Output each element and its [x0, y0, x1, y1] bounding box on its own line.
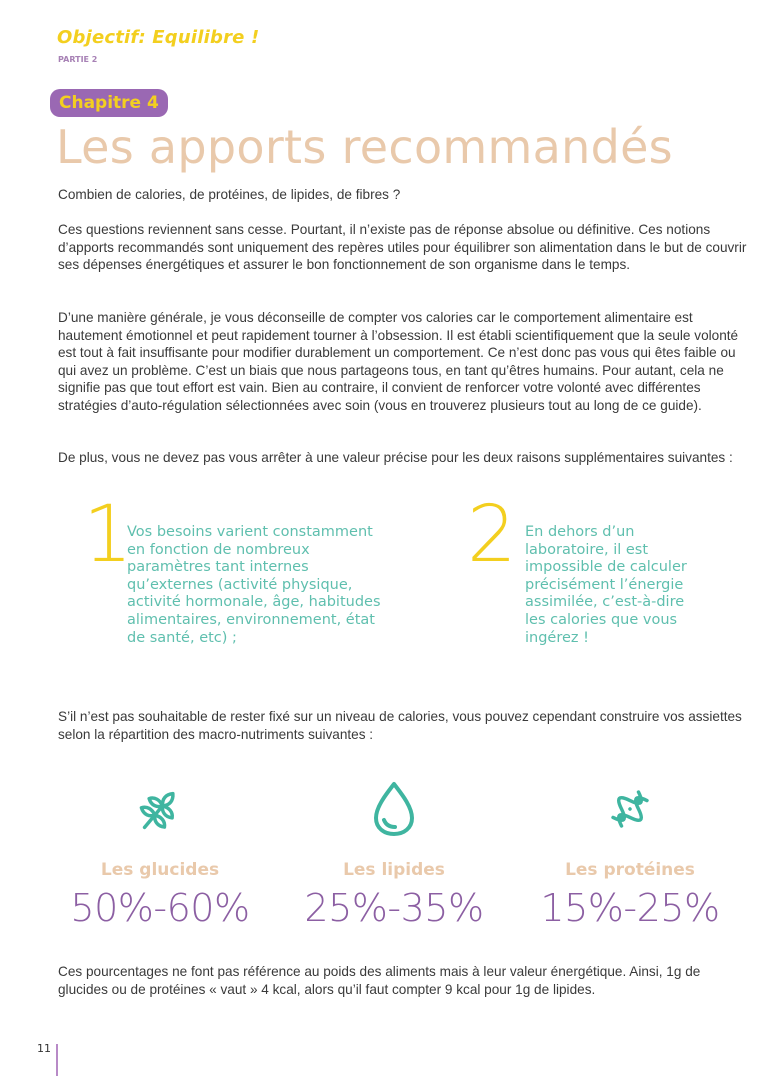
macro-range: 50%-60%	[70, 886, 250, 930]
series-title: Objectif: Equilibre !	[57, 27, 260, 48]
paragraph-4: S’il n’est pas souhaitable de rester fixé sur un niveau de calories, vous pouvez cependant construire vos assiettes selon la répartition des macro-nutriments suivantes :	[58, 709, 742, 742]
reason-text-2: En dehors d’un laboratoire, il est impossible de calculer précisément l’énergie assimilée, c’est-à-dire les calories que vous ingérez !	[525, 524, 687, 646]
wheat-icon	[40, 780, 280, 838]
water-drop-icon	[274, 780, 514, 838]
page-divider	[56, 1044, 58, 1076]
chapter-badge: Chapitre 4	[50, 89, 168, 117]
reason-number-2: 2	[467, 490, 517, 580]
part-label: PARTIE 2	[58, 55, 98, 64]
macro-glucides	[40, 780, 280, 930]
macro-range: 15%-25%	[540, 886, 720, 930]
paragraph-1: Ces questions reviennent sans cesse. Pourtant, il n’existe pas de réponse absolue ou définitive. Ces notions d’apports recommandés sont uniquement des repères utiles pour équilibrer son alimentation dans le but de couvrir ses dépenses énergétiques et assurer le bon fonctionnement de son organisme dans le temps.	[58, 222, 747, 272]
macro-lipides	[274, 780, 514, 930]
paragraph-2: D’une manière générale, je vous déconseille de compter vos calories car le comportement alimentaire est hautement émotionnel et peut rapidement tourner à l’obsession. Il est établi scientifiquement que la seule volonté est tout à fait insuffisante pour modifier durablement un comportement. Ce n’est donc pas vous qui êtes faible ou qui avez un problème. C’est un biais que nous partageons tous, en tant qu’êtres humains. Pour autant, cela ne signifie pas que tout effort est vain. Bien au contraire, il convient de renforcer votre volonté avec différentes stratégies d’auto-régulation sélectionnées avec soin (vous en trouverez plusieurs tout au long de ce guide).	[58, 310, 739, 413]
macro-label: Les lipides	[343, 860, 445, 880]
paragraph-5: Ces pourcentages ne font pas référence au poids des aliments mais à leur valeur énergétique. Ainsi, 1g de glucides ou de protéines « vaut » 4 kcal, alors qu’il faut compter 9 kcal pour 1g de lipides.	[58, 964, 701, 997]
reason-number-1: 1	[83, 490, 133, 580]
page-title: Les apports recommandés	[56, 120, 673, 174]
page-number: 11	[37, 1042, 51, 1055]
macro-label: Les protéines	[565, 860, 695, 880]
macro-range: 25%-35%	[304, 886, 484, 930]
dna-icon	[510, 780, 750, 838]
reason-text-1: Vos besoins varient constamment en fonction de nombreux paramètres tant internes qu’externes (activité physique, activité hormonale, âge, habitudes alimentaires, environnement, état de santé, etc) ;	[127, 524, 381, 646]
reason-1	[83, 490, 133, 580]
reason-2	[467, 490, 517, 580]
macro-proteines	[510, 780, 750, 930]
intro-paragraph: Combien de calories, de protéines, de lipides, de fibres ?	[58, 187, 401, 202]
paragraph-3: De plus, vous ne devez pas vous arrêter à une valeur précise pour les deux raisons supplémentaires suivantes :	[58, 450, 733, 465]
macro-label: Les glucides	[100, 860, 220, 880]
